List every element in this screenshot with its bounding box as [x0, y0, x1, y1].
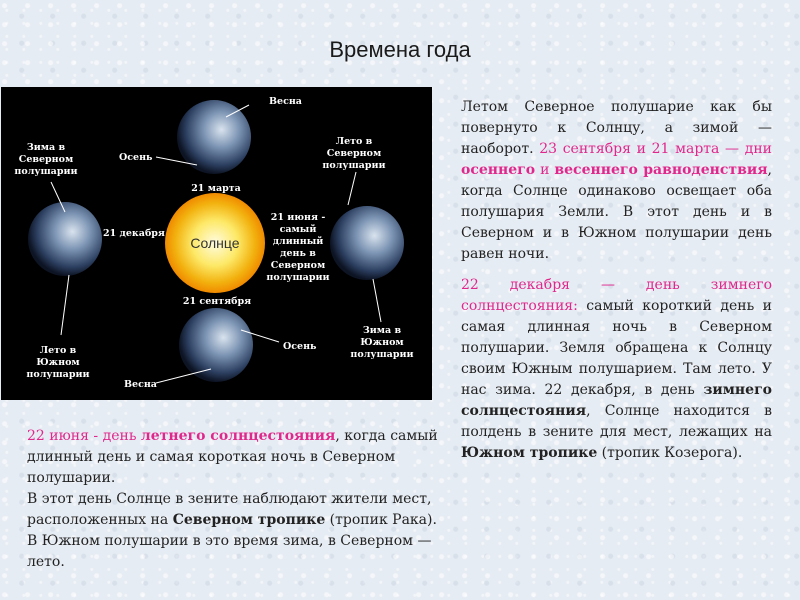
label-spring-top: Весна [269, 96, 302, 107]
label-summer-north-1: Лето в [335, 136, 373, 147]
equinox-paragraph: Летом Северное полушарие как бы повернуто к Солнцу, а зимой — наоборот. 23 сентября и 21 марта — дни осеннего и весеннего равноденствия, когда Солнце одинаково освещает оба полушария Земли. В этот день и в Северном и в Южном полушарии день равен ночи. [461, 99, 772, 262]
sun-label: Солнце [190, 235, 240, 251]
right-text-block [461, 97, 772, 474]
label-summer-south-1: Лето в [39, 345, 77, 356]
summer-solstice-text [27, 426, 445, 573]
earth-bottom [179, 308, 253, 382]
earth-left [28, 202, 102, 276]
label-winter-south-2: Южном [360, 337, 404, 348]
winter-solstice-paragraph: 22 декабря — день зимнего солнцестояния: самый короткий день и самая длинная ночь в Северном полушарии. Земля обращена к Солнцу своим Южным полушарием. Там лето. У нас зима. 22 декабря, в день зимнего солнцестояния, Солнце находится в полдень в зените для мест, лежащих на Южном тропике (тропик Козерога). [461, 277, 772, 461]
seasons-diagram [1, 87, 432, 400]
label-march-21: 21 марта [191, 183, 241, 194]
label-september-21: 21 сентября [182, 296, 252, 307]
label-june-21-4: день в [280, 248, 316, 259]
label-winter-north-2: Северном [18, 154, 74, 165]
label-summer-south-3: полушарии [26, 369, 90, 380]
label-june-21-6: полушарии [266, 272, 330, 283]
label-summer-south-2: Южном [36, 357, 80, 368]
label-summer-north-3: полушарии [322, 160, 386, 171]
summer-solstice-line-2: В этот день Солнце в зените наблюдают жители мест, расположенных на Северном тропике (тропик Рака). В Южном полушарии в это время зима, в Северном — лето. [27, 491, 437, 570]
earth-right [330, 206, 404, 280]
label-winter-south-1: Зима в [362, 325, 402, 336]
label-june-21-2: самый [279, 224, 317, 235]
label-autumn-top: Осень [119, 152, 153, 163]
page-title: Времена года [329, 37, 471, 62]
summer-solstice-line-1: 22 июня - день летнего солнцестояния, когда самый длинный день и самая короткая ночь в Северном полушарии. [27, 428, 438, 486]
label-december-21: 21 декабря [103, 228, 165, 239]
label-summer-north-2: Северном [326, 148, 382, 159]
label-winter-north-1: Зима в [26, 142, 66, 153]
label-june-21-3: длинный [272, 236, 324, 247]
label-autumn-bottom: Осень [283, 341, 317, 352]
label-june-21-5: Северном [270, 260, 326, 271]
label-june-21-1: 21 июня - [270, 212, 326, 223]
label-spring-bottom: Весна [124, 379, 157, 390]
label-winter-north-3: полушарии [14, 166, 78, 177]
label-winter-south-3: полушарии [350, 349, 414, 360]
